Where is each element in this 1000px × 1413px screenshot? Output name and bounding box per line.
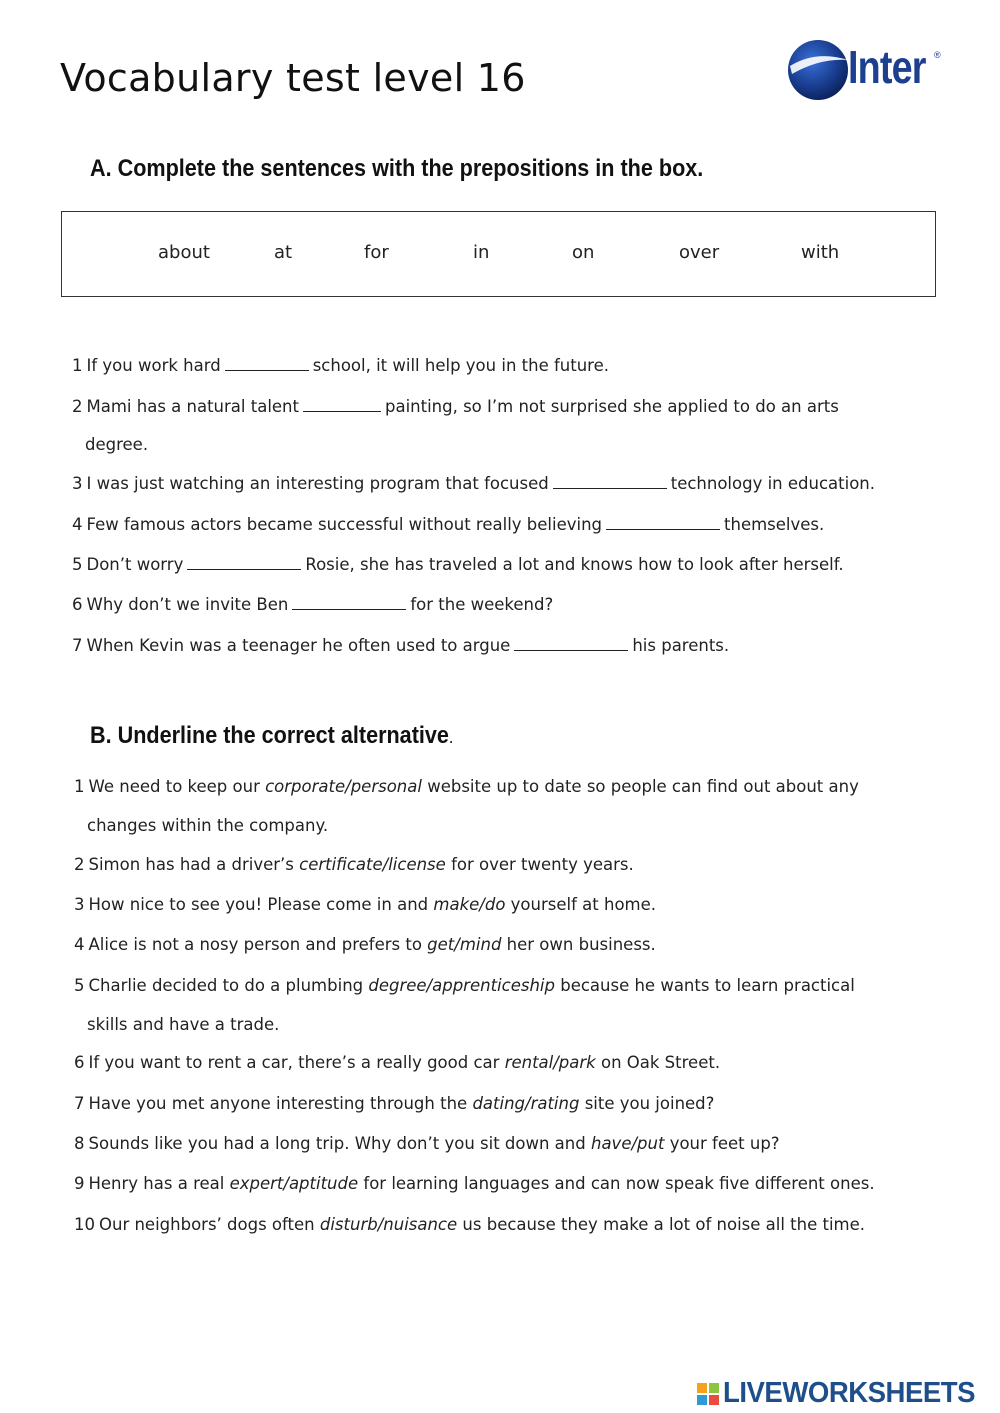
b-item-5-continuation: skills and have a trade.: [87, 1015, 280, 1034]
alternative-option[interactable]: disturb/nuisance: [319, 1215, 458, 1234]
answer-blank[interactable]: [225, 356, 309, 371]
word-in: in: [473, 242, 490, 263]
alternative-option[interactable]: dating/rating: [472, 1094, 580, 1113]
logo-registered-mark: ®: [934, 50, 941, 60]
liveworksheets-logo-icon: [697, 1383, 719, 1405]
word-about: about: [158, 242, 210, 263]
b-item-4: 4 Alice is not a nosy person and prefers to get/mind her own business.: [74, 935, 656, 954]
a-item-4: 4 Few famous actors became successful without really believing themselves.: [72, 515, 825, 534]
a-item-3: 3 I was just watching an interesting program that focused technology in education.: [72, 474, 876, 493]
word-over: over: [679, 242, 720, 263]
word-for: for: [364, 242, 389, 263]
word-with: with: [801, 242, 840, 263]
alternative-option[interactable]: have/put: [590, 1134, 665, 1153]
answer-blank[interactable]: [292, 595, 406, 610]
alternative-option[interactable]: expert/aptitude: [229, 1174, 359, 1193]
alternative-option[interactable]: rental/park: [504, 1053, 596, 1072]
b-item-7: 7 Have you met anyone interesting through the dating/rating site you joined?: [74, 1094, 715, 1113]
a-item-2: 2 Mami has a natural talent painting, so I’m not surprised she applied to do an arts: [72, 397, 839, 416]
alternative-option[interactable]: get/mind: [427, 935, 502, 954]
liveworksheets-wordmark: LIVEWORKSHEETS: [723, 1377, 976, 1409]
b-item-6: 6 If you want to rent a car, there’s a really good car rental/park on Oak Street.: [74, 1053, 721, 1072]
answer-blank[interactable]: [187, 555, 301, 570]
alternative-option[interactable]: corporate/personal: [265, 777, 422, 796]
logo-wordmark: Inter: [848, 41, 926, 93]
answer-blank[interactable]: [514, 636, 628, 651]
alternative-option[interactable]: degree/apprenticeship: [368, 976, 555, 995]
alternative-option[interactable]: make/do: [433, 895, 506, 914]
b-item-1-continuation: changes within the company.: [87, 816, 329, 835]
section-b-heading: B. Underline the correct alternative.: [90, 722, 454, 749]
word-on: on: [572, 242, 595, 263]
page-title: Vocabulary test level 16: [60, 56, 526, 100]
a-item-7: 7 When Kevin was a teenager he often used to argue his parents.: [72, 636, 730, 655]
a-item-5: 5 Don’t worry Rosie, she has traveled a lot and knows how to look after herself.: [72, 555, 844, 574]
word-at: at: [274, 242, 293, 263]
word-box: [61, 211, 936, 297]
b-item-1: 1 We need to keep our corporate/personal website up to date so people can find out about any: [74, 777, 859, 796]
alternative-option[interactable]: certificate/license: [299, 855, 446, 874]
b-item-10: 10 Our neighbors’ dogs often disturb/nuisance us because they make a lot of noise all the time.: [74, 1215, 866, 1234]
b-item-2: 2 Simon has had a driver’s certificate/license for over twenty years.: [74, 855, 634, 874]
b-item-3: 3 How nice to see you! Please come in and make/do yourself at home.: [74, 895, 657, 914]
section-a-heading: A. Complete the sentences with the prepositions in the box.: [90, 155, 704, 182]
a-item-1: 1 If you work hard school, it will help you in the future.: [72, 356, 609, 375]
b-item-5: 5 Charlie decided to do a plumbing degree/apprenticeship because he wants to learn practical: [74, 976, 855, 995]
globe-icon: [786, 36, 850, 104]
a-item-2-continuation: degree.: [85, 435, 149, 454]
answer-blank[interactable]: [606, 515, 720, 530]
answer-blank[interactable]: [303, 397, 381, 412]
b-item-8: 8 Sounds like you had a long trip. Why don’t you sit down and have/put your feet up?: [74, 1134, 780, 1153]
inter-logo: [786, 36, 956, 104]
answer-blank[interactable]: [553, 474, 667, 489]
a-item-6: 6 Why don’t we invite Ben for the weekend?: [72, 595, 554, 614]
b-item-9: 9 Henry has a real expert/aptitude for learning languages and can now speak five different ones.: [74, 1174, 875, 1193]
